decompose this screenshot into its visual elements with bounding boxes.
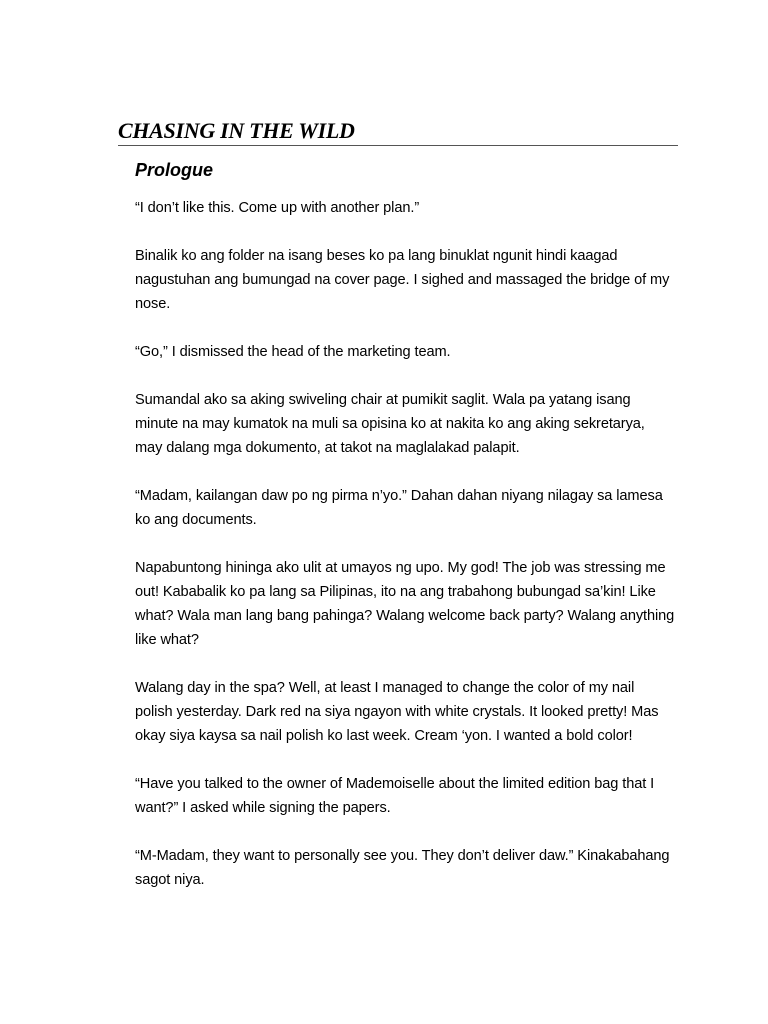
paragraph: Binalik ko ang folder na isang beses ko pa lang binuklat ngunit hindi kaagad nagustuhan ang bumungad na cover page. I sighed and massaged the bridge of my nose. <box>135 248 670 312</box>
document-title: CHASING IN THE WILD <box>118 118 678 146</box>
paragraph: Walang day in the spa? Well, at least I managed to change the color of my nail polish yesterday. Dark red na siya ngayon with white crystals. It looked pretty! Mas okay siya kaysa sa nail polish ko last week. Cream ‘yon. I wanted a bold color! <box>135 680 659 744</box>
body-text <box>135 196 675 916</box>
chapter-heading: Prologue <box>135 160 214 180</box>
paragraph: “Have you talked to the owner of Mademoiselle about the limited edition bag that I want?” I asked while signing the papers. <box>135 776 655 816</box>
paragraph: “Madam, kailangan daw po ng pirma n’yo.” Dahan dahan niyang nilagay sa lamesa ko ang documents. <box>135 488 663 528</box>
paragraph: Napabuntong hininga ako ulit at umayos ng upo. My god! The job was stressing me out! Kababalik ko pa lang sa Pilipinas, ito na ang trabahong bubungad sa’kin! Like what? Wala man lang bang pahinga? Walang welcome back party? Walang anything like what? <box>135 560 675 648</box>
paragraph: “Go,” I dismissed the head of the marketing team. <box>135 344 451 360</box>
paragraph: Sumandal ako sa aking swiveling chair at pumikit saglit. Wala pa yatang isang minute na may kumatok na muli sa opisina ko at nakita ko ang aking sekretarya, may dalang mga dokumento, at takot na maglalakad palapit. <box>135 392 645 456</box>
paragraph: “I don’t like this. Come up with another plan.” <box>135 200 420 216</box>
paragraph: “M-Madam, they want to personally see you. They don’t deliver daw.” Kinakabahang sagot niya. <box>135 848 670 888</box>
